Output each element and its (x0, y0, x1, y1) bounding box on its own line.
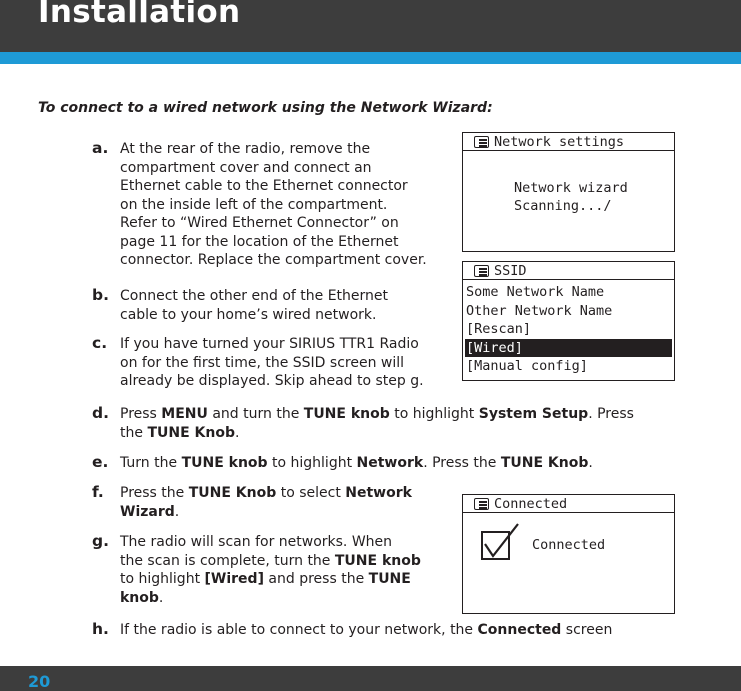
step-a-text (120, 140, 427, 270)
step-a-line: page 11 for the location of the Ethernet (120, 233, 399, 250)
step-letter-d: d. (92, 404, 109, 422)
step-a-line: compartment cover and connect an (120, 159, 372, 176)
screen-title-bar (463, 133, 674, 151)
ssid-list-item-selected: [Wired] (465, 339, 672, 358)
step-a-line: connector. Replace the compartment cover. (120, 252, 427, 268)
step-c-line: already be displayed. Skip ahead to step g. (120, 373, 424, 389)
step-g-text: The radio will scan for networks. When the scan is complete, turn the TUNE knob to highlight [Wired] and press the TUNE knob. (120, 534, 421, 606)
page-number: 20 (28, 672, 51, 691)
checkmark-box-icon (479, 522, 521, 562)
screen-title: SSID (494, 263, 527, 279)
screen-title-bar (463, 495, 674, 513)
step-c-line: If you have turned your SIRIUS TTR1 Radio (120, 336, 419, 352)
step-b-text (120, 287, 388, 324)
list-menu-icon (474, 498, 489, 510)
page-header (0, 0, 741, 52)
step-letter-e: e. (92, 453, 109, 471)
step-letter-b: b. (92, 286, 109, 304)
ssid-screen (462, 261, 675, 381)
step-a-line: on the inside left of the compartment. (120, 196, 388, 213)
page-footer (0, 666, 741, 691)
step-letter-c: c. (92, 334, 108, 352)
connected-message: Connected (532, 537, 606, 553)
step-c-text (120, 335, 424, 391)
list-menu-icon (474, 136, 489, 148)
step-letter-f: f. (92, 483, 104, 501)
step-a-line: At the rear of the radio, remove the (120, 141, 371, 157)
step-a-line: Ethernet cable to the Ethernet connector (120, 178, 408, 194)
ssid-list-item: [Manual config] (466, 358, 588, 374)
step-b-line: Connect the other end of the Ethernet (120, 288, 389, 304)
ssid-list-item: [Rescan] (466, 321, 532, 337)
step-d-text: Press MENU and turn the TUNE knob to highlight System Setup. Press the TUNE Knob. (120, 406, 634, 441)
step-b-line: cable to your home’s wired network. (120, 306, 377, 323)
screen-title-bar (463, 262, 674, 280)
screen-text-line: Scanning.../ (514, 198, 612, 214)
step-letter-h: h. (92, 620, 109, 638)
step-letter-g: g. (92, 532, 109, 550)
connected-screen (462, 494, 675, 614)
screen-title: Connected (494, 496, 568, 512)
page-title: Installation (38, 0, 241, 30)
screen-text-line: Network wizard (514, 180, 628, 196)
screen-title: Network settings (494, 134, 625, 150)
step-letter-a: a. (92, 139, 109, 157)
ssid-list-item: Some Network Name (466, 284, 605, 300)
list-menu-icon (474, 265, 489, 277)
step-h-text: If the radio is able to connect to your network, the Connected screen (120, 622, 613, 638)
step-a-line: Refer to “Wired Ethernet Connector” on (120, 215, 399, 231)
network-settings-screen (462, 132, 675, 252)
step-f-text: Press the TUNE Knob to select Network Wizard. (120, 485, 412, 520)
step-e-text: Turn the TUNE knob to highlight Network. Press the TUNE Knob. (120, 455, 593, 471)
step-c-line: on for the first time, the SSID screen will (120, 354, 405, 371)
ssid-list-item: Other Network Name (466, 302, 613, 319)
header-accent-stripe (0, 52, 741, 64)
section-heading: To connect to a wired network using the Network Wizard: (38, 100, 493, 116)
